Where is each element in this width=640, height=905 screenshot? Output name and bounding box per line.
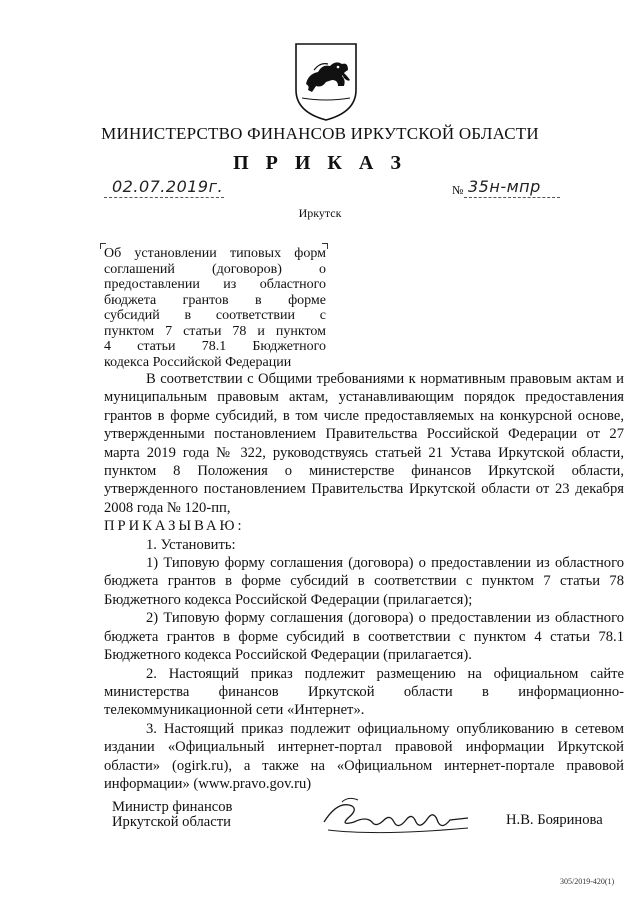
date-underline [104,197,224,198]
document-date: 02.07.2019г. [112,177,224,196]
order-item: 1. Установить: [146,536,236,553]
signer-position-line: Министр финансов [112,799,233,815]
coat-of-arms-icon [292,40,360,122]
subject-line: соглашений (договоров) о [104,261,326,277]
subject-line: кодекса Российской Федерации [104,354,292,370]
document-code: 305/2019-420(1) [560,877,615,886]
handwritten-signature [318,792,478,842]
subject-line: пунктом 7 статьи 78 и пунктом [104,323,326,339]
order-item: 3. Настоящий приказ подлежит официальному опубликованию в сетевом издании «Официальный интернет-портал правовой информации Иркутской области» (ogirk.ru), а также на «Официальном интернет-портале правовой информации» (www.pravo.gov.ru) [104,720,624,792]
ministry-name: МИНИСТЕРСТВО ФИНАНСОВ ИРКУТСКОЙ ОБЛАСТИ [101,124,539,143]
subject-line: бюджета грантов в форме [104,292,326,308]
signer-position [112,800,232,830]
subject-line: предоставлении из областного [104,277,326,292]
subject-block [104,246,326,370]
signer-name: Н.В. Бояринова [506,812,603,828]
subject-line: Об установлении типовых форм [104,246,326,261]
subject-line: субсидий в соответствии с [104,308,326,323]
document-type-title: П Р И К А З [233,152,407,174]
preamble-paragraph: В соответствии с Общими требованиями к нормативным правовым актам и муниципальным правовым актам, устанавливающим порядок предоставления грантов в форме субсидий, в том числе предоставляемых на конкурсной основе, утвержденными постановлением Правительства Российской Федерации от 27 марта 2019 года № 322, руководствуясь статьей 21 Устава Иркутской области, пунктом 8 Положения о министерстве финансов Иркутской области, утвержденного постановлением Правительства Иркутской области от 23 декабря 2008 года № 120-пп, [104,371,624,516]
order-word: ПРИКАЗЫВАЮ: [104,518,245,535]
number-label: № [452,183,464,197]
order-item: 2. Настоящий приказ подлежит размещению на официальном сайте министерства финансов Иркутской области в информационно-телекоммуникационной сети «Интернет». [104,665,624,719]
document-number: 35н-мпр [468,177,541,196]
subject-line: 4 статьи 78.1 Бюджетного [104,339,326,354]
number-underline [464,197,560,198]
order-item: 1) Типовую форму соглашения (договора) о предоставлении из областного бюджета грантов в форме субсидий в соответствии с пунктом 7 статьи 78 Бюджетного кодекса Российской Федерации (прилагается); [104,555,624,608]
order-body [104,370,624,793]
city-name: Иркутск [298,206,342,220]
signer-position-line: Иркутской области [112,814,231,830]
order-item: 2) Типовую форму соглашения (договора) о предоставлении из областного бюджета грантов в форме субсидий в соответствии с пунктом 4 статьи 78.1 Бюджетного кодекса Российской Федерации (прилагается). [104,610,624,664]
